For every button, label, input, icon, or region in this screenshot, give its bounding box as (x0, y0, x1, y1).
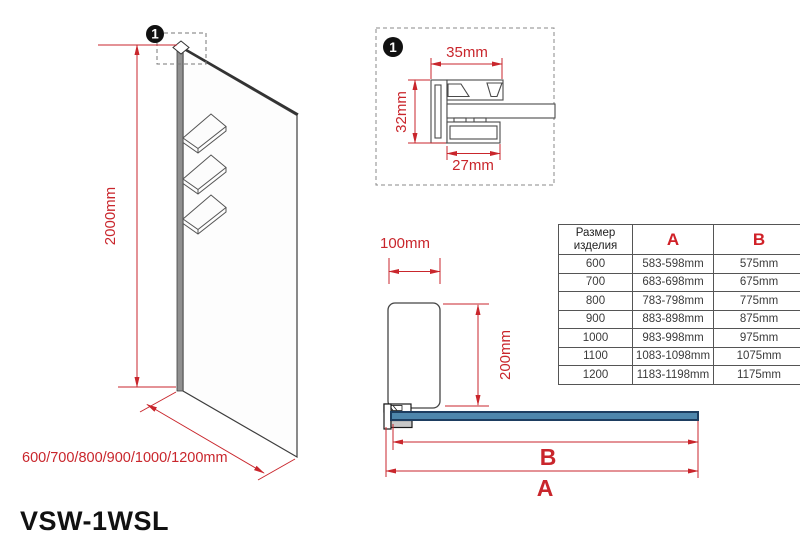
table-row (559, 310, 800, 329)
plan-width-label: 100mm (379, 235, 431, 252)
table-header-row (559, 225, 800, 255)
column-header-b: B (714, 225, 800, 255)
size-table (558, 224, 800, 385)
model-title: VSW-1WSL (20, 506, 169, 536)
table-row (559, 347, 800, 366)
cell-b: 875mm (714, 310, 800, 329)
column-header-a: A (633, 225, 714, 255)
cell-a: 683-698mm (633, 273, 714, 292)
cell-a: 783-798mm (633, 292, 714, 311)
cell-size: 900 (559, 310, 633, 329)
detail-left-dimension-label: 32mm (393, 91, 410, 133)
return-panel (388, 303, 440, 408)
cell-a: 583-598mm (633, 255, 714, 274)
cell-b: 1075mm (714, 347, 800, 366)
plan-depth-label: 200mm (497, 329, 514, 381)
column-header-size: Размер изделия (559, 225, 633, 255)
detail-badge-number: 1 (389, 40, 397, 55)
cell-b: 975mm (714, 329, 800, 348)
dimension-35mm (431, 58, 502, 79)
cell-a: 983-998mm (633, 329, 714, 348)
cell-b: 675mm (714, 273, 800, 292)
dimension-200mm (443, 304, 489, 406)
detail-view (376, 28, 555, 185)
dimension-a-label: A (536, 475, 554, 501)
width-options-label: 600/700/800/900/1000/1200mm (22, 450, 228, 466)
table-row (559, 366, 800, 385)
isometric-view (22, 25, 298, 480)
dimension-100mm (389, 258, 440, 284)
cell-a: 1183-1198mm (633, 366, 714, 385)
detail-top-dimension-label: 35mm (446, 44, 488, 61)
cell-size: 700 (559, 273, 633, 292)
cell-size: 600 (559, 255, 633, 274)
cell-b: 1175mm (714, 366, 800, 385)
profile-section (431, 80, 555, 143)
cell-size: 800 (559, 292, 633, 311)
cell-a: 883-898mm (633, 310, 714, 329)
table-row (559, 255, 800, 274)
cell-b: 775mm (714, 292, 800, 311)
wall-profile-bar (177, 47, 183, 391)
cell-size: 1200 (559, 366, 633, 385)
table-row (559, 292, 800, 311)
table-row (559, 329, 800, 348)
glass-panel (183, 49, 297, 457)
callout-badge-number: 1 (151, 26, 159, 42)
glass-section (447, 104, 555, 118)
cell-size: 1000 (559, 329, 633, 348)
glass-strip (391, 412, 698, 420)
cell-a: 1083-1098mm (633, 347, 714, 366)
detail-bottom-dimension-label: 27mm (452, 157, 494, 174)
cell-size: 1100 (559, 347, 633, 366)
dimension-b-label: B (539, 444, 557, 470)
cell-b: 575mm (714, 255, 800, 274)
table-row (559, 273, 800, 292)
height-dimension-label: 2000mm (102, 186, 119, 246)
